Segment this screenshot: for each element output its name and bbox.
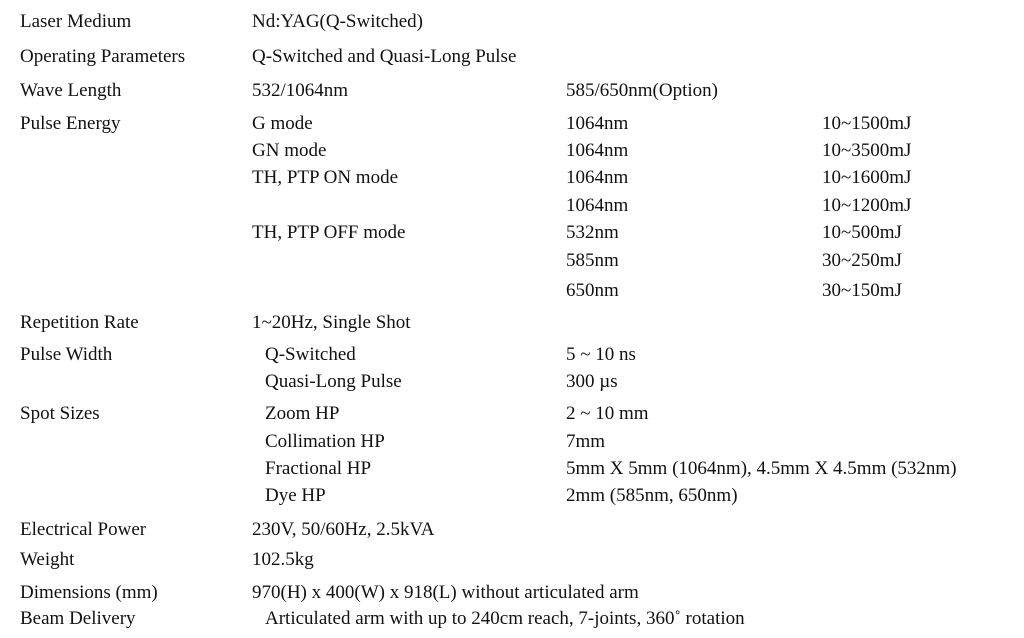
pulse-energy-wavelength: 650nm	[566, 280, 619, 301]
label-electrical-power: Electrical Power	[20, 519, 147, 540]
value-electrical-power: 230V, 50/60Hz, 2.5kVA	[252, 519, 435, 540]
label-operating-parameters: Operating Parameters	[20, 46, 186, 67]
pulse-energy-value: 10~500mJ	[822, 222, 902, 243]
pulse-energy-wavelength: 532nm	[566, 222, 619, 243]
pulse-energy-wavelength: 1064nm	[566, 167, 629, 188]
pulse-width-value: 300 µs	[566, 371, 618, 392]
spot-size-name: Fractional HP	[265, 458, 372, 479]
spot-size-value: 5mm X 5mm (1064nm), 4.5mm X 4.5mm (532nm)	[566, 458, 957, 479]
pulse-energy-value: 10~1200mJ	[822, 195, 912, 216]
spot-size-name: Dye HP	[265, 485, 326, 506]
pulse-width-value: 5 ~ 10 ns	[566, 344, 636, 365]
spot-size-value: 7mm	[566, 431, 606, 452]
pulse-energy-wavelength: 1064nm	[566, 113, 629, 134]
label-repetition-rate: Repetition Rate	[20, 312, 139, 333]
label-beam-delivery: Beam Delivery	[20, 608, 136, 629]
pulse-energy-value: 10~3500mJ	[822, 140, 912, 161]
label-dimensions: Dimensions (mm)	[20, 582, 158, 603]
pulse-energy-mode: TH, PTP OFF mode	[252, 222, 406, 243]
pulse-energy-wavelength: 1064nm	[566, 140, 629, 161]
label-pulse-energy: Pulse Energy	[20, 113, 121, 134]
pulse-energy-wavelength: 1064nm	[566, 195, 629, 216]
value-wave-length-option: 585/650nm(Option)	[566, 80, 718, 101]
value-wave-length: 532/1064nm	[252, 80, 349, 101]
value-dimensions: 970(H) x 400(W) x 918(L) without articulated arm	[252, 582, 639, 603]
label-weight: Weight	[20, 549, 75, 570]
label-wave-length: Wave Length	[20, 80, 122, 101]
pulse-energy-value: 10~1600mJ	[822, 167, 912, 188]
pulse-energy-mode: G mode	[252, 113, 313, 134]
value-weight: 102.5kg	[252, 549, 314, 570]
pulse-energy-value: 30~150mJ	[822, 280, 902, 301]
label-laser-medium: Laser Medium	[20, 11, 132, 32]
pulse-energy-value: 10~1500mJ	[822, 113, 912, 134]
pulse-energy-wavelength: 585nm	[566, 250, 619, 271]
value-beam-delivery: Articulated arm with up to 240cm reach, 7-joints, 360˚ rotation	[265, 608, 745, 629]
pulse-width-name: Quasi-Long Pulse	[265, 371, 402, 392]
spot-size-name: Collimation HP	[265, 431, 385, 452]
spot-size-value: 2mm (585nm, 650nm)	[566, 485, 738, 506]
value-operating-parameters: Q-Switched and Quasi-Long Pulse	[252, 46, 517, 67]
pulse-energy-mode: TH, PTP ON mode	[252, 167, 399, 188]
label-pulse-width: Pulse Width	[20, 344, 113, 365]
spot-size-value: 2 ~ 10 mm	[566, 403, 649, 424]
label-spot-sizes: Spot Sizes	[20, 403, 100, 424]
pulse-energy-value: 30~250mJ	[822, 250, 902, 271]
pulse-energy-mode: GN mode	[252, 140, 327, 161]
pulse-width-name: Q-Switched	[265, 344, 356, 365]
value-laser-medium: Nd:YAG(Q-Switched)	[252, 11, 423, 32]
spot-size-name: Zoom HP	[265, 403, 340, 424]
value-repetition-rate: 1~20Hz, Single Shot	[252, 312, 411, 333]
